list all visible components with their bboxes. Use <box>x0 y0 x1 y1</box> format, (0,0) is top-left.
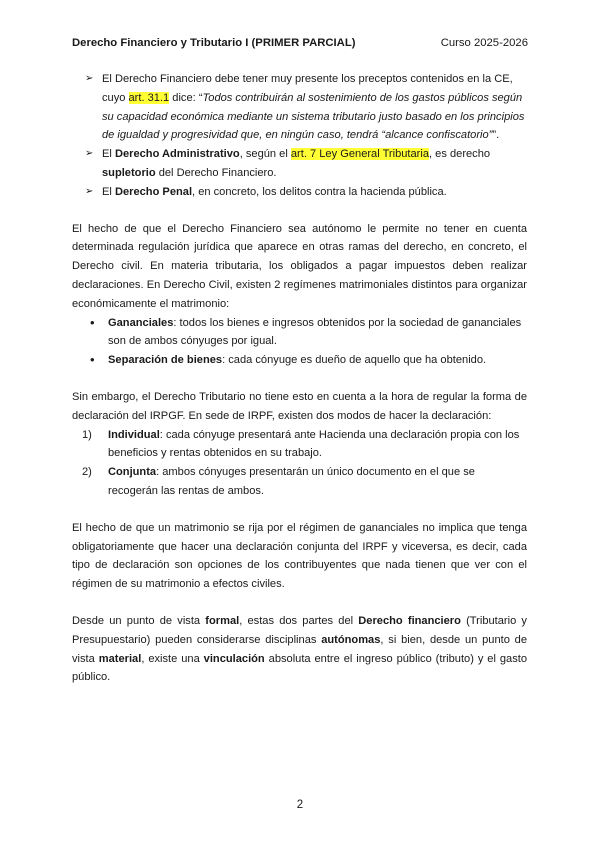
list-item <box>108 314 527 352</box>
sources-list <box>72 70 527 202</box>
list-item <box>82 426 527 464</box>
bold-term: Derecho Penal <box>114 185 193 198</box>
item-text: : todos los bienes e ingresos obtenidos por la sociedad de gananciales son de ambos cónyuges por igual. <box>108 316 522 348</box>
list-item <box>102 70 527 145</box>
bold-term: Derecho Administrativo <box>114 148 240 161</box>
highlighted-reference: art. 31.1 <box>128 91 170 104</box>
bold-term: formal <box>205 614 240 627</box>
list-number: 1) <box>82 428 92 441</box>
list-item <box>102 183 527 202</box>
highlighted-reference: art. 7 Ley General Tributaria <box>290 148 430 161</box>
page-body <box>72 70 527 687</box>
paragraph-text: , estas dos partes del <box>239 614 359 627</box>
paragraph-text: absoluta entre el ingreso público (tributo) y el gasto público. <box>72 652 527 684</box>
bold-term: Derecho financiero <box>358 614 461 627</box>
bold-term: vinculación <box>203 652 265 665</box>
paragraph-final <box>72 612 527 687</box>
list-item <box>102 145 527 183</box>
page-header <box>72 37 528 53</box>
bold-term: material <box>98 652 142 665</box>
paragraph-marriage: El hecho de que un matrimonio se rija por el régimen de gananciales no implica que tenga obligatoriamente que hacer una declaración conjunta del IRPF y viceversa, es decir, cada tipo de declaración son opciones de los contribuyentes que nada tienen que ver con el régimen de su matrimonio a efectos civiles. <box>72 521 527 591</box>
course-year: Curso 2025-2026 <box>440 37 528 49</box>
list-number: 2) <box>82 466 92 479</box>
item-text: ”. <box>492 129 500 142</box>
item-text: dice: “ <box>169 91 203 104</box>
item-text: El <box>102 148 115 161</box>
bold-term: Gananciales <box>108 316 174 329</box>
paragraph-text: , si bien, desde un punto de vista <box>72 633 528 665</box>
page-number: 2 <box>296 799 304 811</box>
paragraph-text: , existe una <box>141 652 204 665</box>
bold-term: Individual <box>108 428 160 441</box>
item-text: , en concreto, los delitos contra la hacienda pública. <box>192 185 447 198</box>
bold-term: supletorio <box>102 166 156 179</box>
declarations-list <box>72 426 527 501</box>
item-text: del Derecho Financiero. <box>155 166 277 179</box>
paragraph-irpf: Sin embargo, el Derecho Tributario no tiene esto en cuenta a la hora de regular la forma de declaración del IRPGF. En sede de IRPF, existen dos modos de hacer la declaración: <box>72 390 527 422</box>
item-text: : cada cónyuge presentará ante Hacienda una declaración propia con los beneficios y rentas obtenidos en su trabajo. <box>108 428 520 460</box>
bold-term: autónomas <box>321 633 381 646</box>
item-text: , según el <box>239 148 291 161</box>
list-item <box>82 463 527 501</box>
paragraph-text: (Tributario y Presupuestario) pueden considerarse disciplinas <box>72 614 527 646</box>
item-text: : ambos cónyuges presentarán un único documento en el que se recogerán las rentas de ambos. <box>108 466 475 497</box>
list-item <box>108 351 527 370</box>
document-title: Derecho Financiero y Tributario I (PRIMER PARCIAL) <box>72 37 356 49</box>
item-text: El Derecho Financiero debe tener muy presente los preceptos contenidos en la CE, cuyo <box>102 73 513 104</box>
item-text: El <box>102 185 115 198</box>
item-text: : cada cónyuge es dueño de aquello que ha obtenido. <box>222 354 487 367</box>
bold-term: Separación de bienes <box>108 354 223 367</box>
item-text: , es derecho <box>429 148 491 161</box>
paragraph-autonomy: El hecho de que el Derecho Financiero sea autónomo le permite no tener en cuenta determinada regulación jurídica que aparece en otras ramas del derecho, en concreto, el Derecho civil. En materia tributaria, los obligados a pagar impuestos deben realizar declaraciones. En Derecho Civil, existen 2 regímenes matrimoniales distintos para organizar económicamente el matrimonio: <box>72 222 527 310</box>
regimes-list <box>72 314 527 370</box>
paragraph-text: Desde un punto de vista <box>72 614 206 627</box>
bold-term: Conjunta <box>108 466 157 479</box>
constitution-quote: Todos contribuirán al sostenimiento de los gastos públicos según su capacidad económica mediante un sistema tributario justo basado en los principios de igualdad y progresividad que, en ningún caso, tendrá “alcance confiscatorio” <box>102 91 525 142</box>
